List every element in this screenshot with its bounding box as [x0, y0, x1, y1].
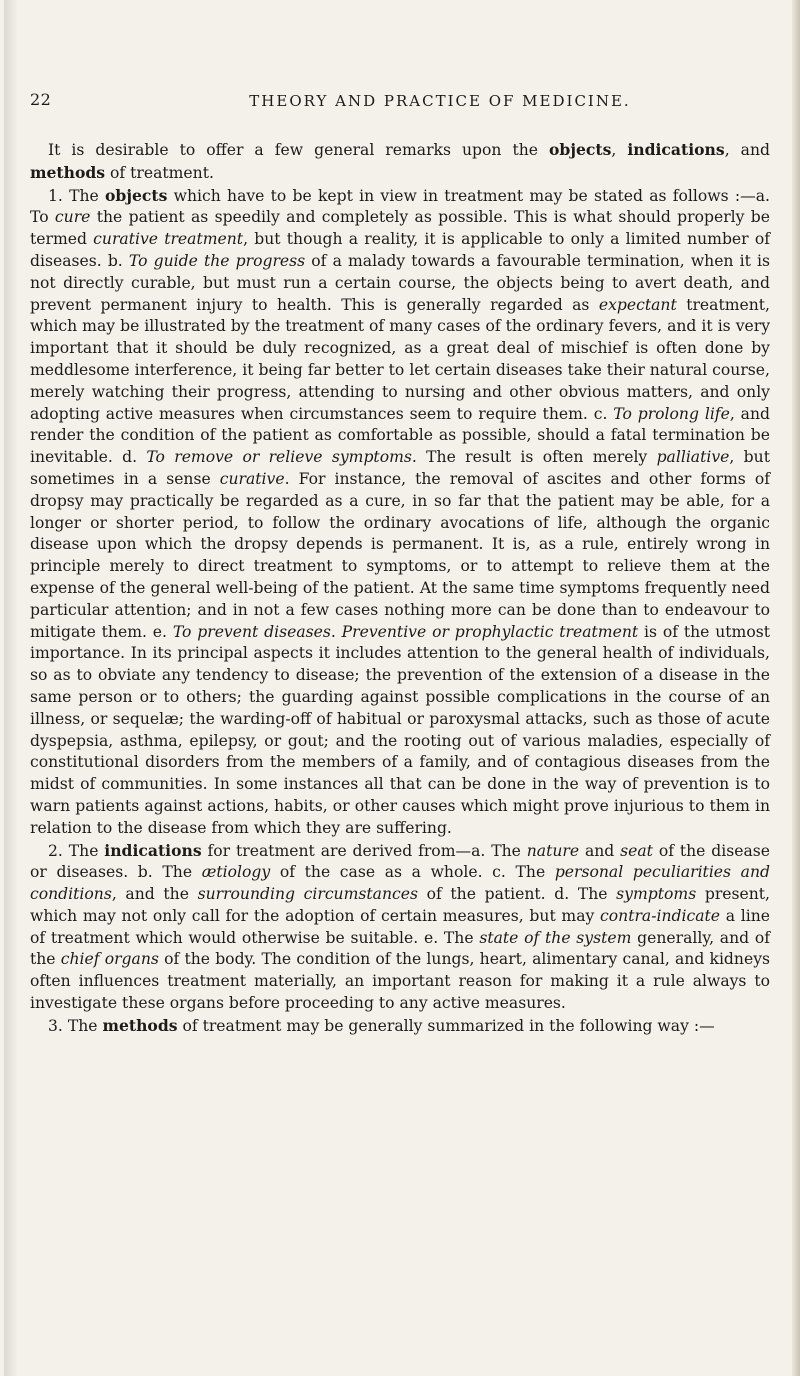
term-indications: indications — [627, 140, 725, 159]
section-1-heading: objects — [105, 185, 168, 205]
page-number: 22 — [30, 90, 52, 109]
section-2-indications: 2. The indications for treatment are derived from—a. The nature and seat of the disease or diseases. b. The ætiology of the case as a whole. c. The personal peculiarities and conditions, and the surrounding circumstances of the patient. d. The symptoms present, which may not only call for the adoption of certain measures, but may contra-indicate a line of treatment which would otherwise be suitable. e. The state of the system generally, and of the chief organs of the body. The condition of the lungs, heart, alimentary canal, and kidneys often influences treatment materially, an important reason for making it a rule always to investigate these organs before proceeding to any active measures. — [30, 840, 771, 1013]
section-3-methods: 3. The methods of treatment may be generally summarized in the following way :— — [48, 1015, 715, 1035]
section-3-heading: methods — [102, 1015, 178, 1035]
gutter-shadow — [4, 0, 18, 1376]
section-2-heading: indications — [104, 840, 202, 860]
intro-paragraph: It is desirable to offer a few general remarks upon the objects, indications, and methods of treatment. — [30, 140, 770, 182]
body-text — [30, 139, 770, 1038]
term-objects: objects — [549, 140, 612, 159]
running-head: THEORY AND PRACTICE OF MEDICINE. — [249, 92, 631, 110]
page-edge — [792, 0, 800, 1376]
term-methods: methods — [30, 162, 106, 182]
page-header — [30, 90, 770, 112]
section-1-objects: 1. The objects which have to be kept in view in treatment may be stated as follows :—a. To cure the patient as speedily and completely as possible. This is what should properly be termed curative treatment, but though a reality, it is applicable to only a limited number of diseases. b. To guide the progress of a malady towards a favourable termination, when it is not directly curable, but must run a certain course, the objects being to avert death, and prevent permanent injury to health. This is generally regarded as expectant treatment, which may be illustrated by the treatment of many cases of the ordinary fevers, and it is very important that it should be duly recognized, as a great deal of mischief is often done by meddlesome interference, it being far better to let certain diseases take their natural course, merely watching their progress, attending to nursing and other obvious matters, and only adopting active measures when circumstances seem to require them. c. To prolong life, and render the condition of the patient as comfortable as possible, should a fatal termination be inevitable. d. To remove or relieve symptoms. The result is often merely palliative, but sometimes in a sense curative. For instance, the removal of ascites and other forms of dropsy may practically be regarded as a cure, in so far that the patient may be able, for a longer or shorter period, to follow the ordinary avocations of life, although the organic disease upon which the dropsy depends is permanent. It is, as a rule, entirely wrong in principle merely to direct treatment to symptoms, or to attempt to relieve them at the expense of the general well-being of the patient. At the same time symptoms frequently need particular attention; and in not a few cases nothing more can be done than to endeavour to mitigate them. e. To prevent diseases. Preventive or prophylactic treatment is of the utmost importance. In its principal aspects it includes attention to the general health of individuals, so as to obviate any tendency to disease; the prevention of the extension of a disease in the same person or to others; the guarding against possible complications in the course of an illness, or sequelæ; the warding-off of habitual or paroxysmal attacks, such as those of acute dyspepsia, asthma, epilepsy, or gout; and the rooting out of various maladies, especially of constitutional disorders from the members of a family, and of contagious diseases from the midst of communities. In some instances all that can be done in the way of prevention is to warn patients against actions, habits, or other causes which might prove injurious to them in relation to the disease from which they are suffering. — [30, 185, 770, 837]
